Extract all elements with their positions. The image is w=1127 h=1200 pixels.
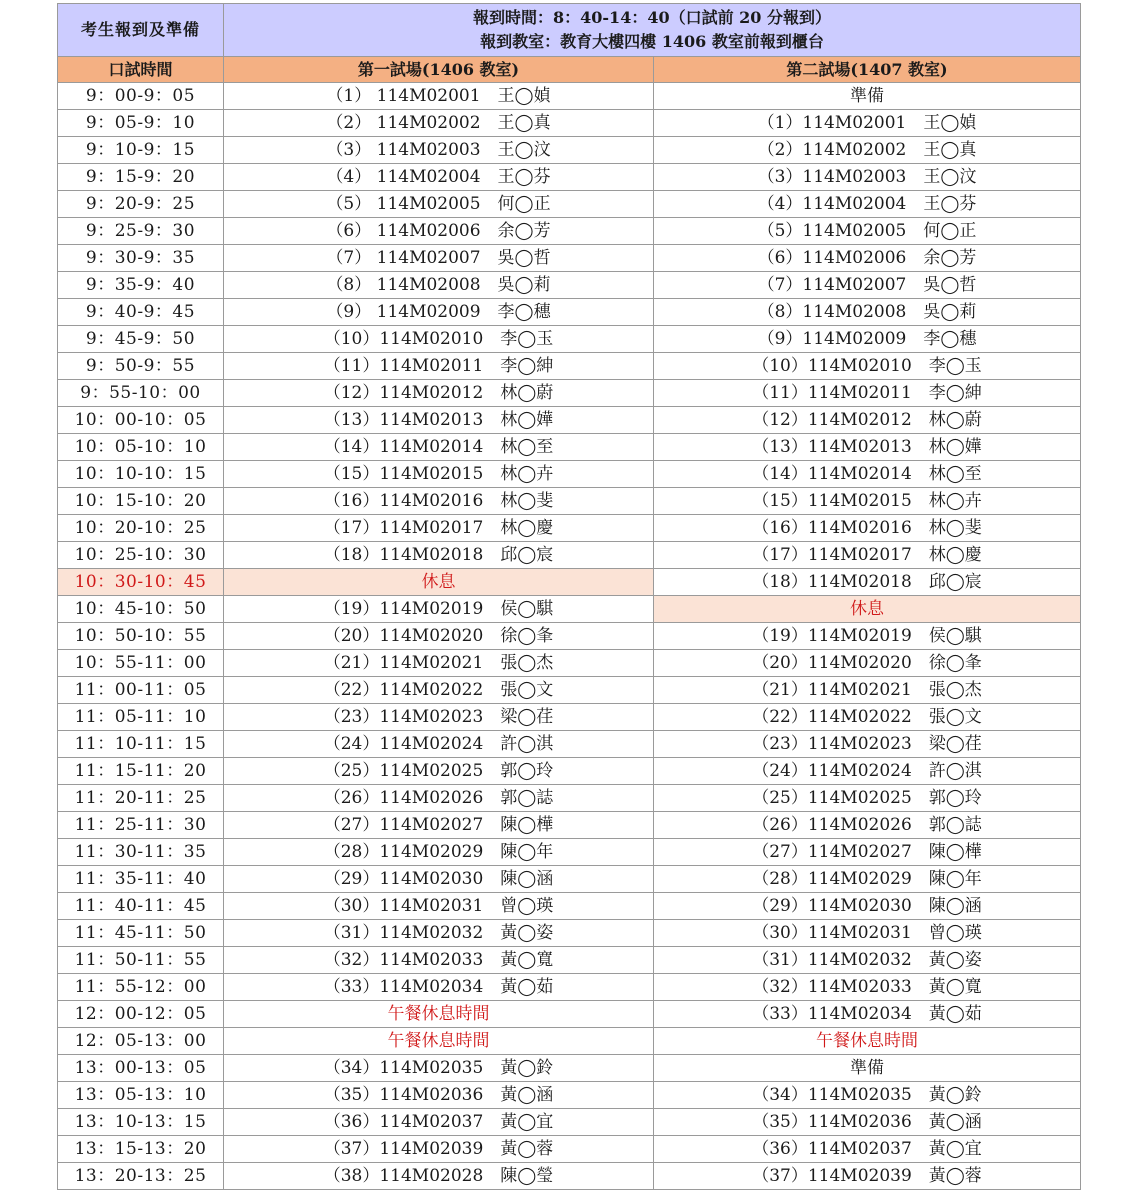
room1-cell: （36）114M02037 黃◯宜 — [224, 1109, 654, 1136]
schedule-row — [58, 866, 1081, 893]
time-cell: 10：55-11：00 — [58, 650, 224, 677]
room2-cell: （28）114M02029 陳◯年 — [654, 866, 1081, 893]
schedule-row — [58, 677, 1081, 704]
schedule-row — [58, 1028, 1081, 1055]
schedule-row — [58, 407, 1081, 434]
room1-cell: （21）114M02021 張◯杰 — [224, 650, 654, 677]
room2-cell: （1）114M02001 王◯媜 — [654, 110, 1081, 137]
room1-cell: （23）114M02023 梁◯荏 — [224, 704, 654, 731]
schedule-row — [58, 1082, 1081, 1109]
time-cell: 13：00-13：05 — [58, 1055, 224, 1082]
room1-cell: （20）114M02020 徐◯夆 — [224, 623, 654, 650]
col-header-time: 口試時間 — [58, 57, 224, 83]
checkin-info — [224, 4, 1081, 57]
room1-cell: （33）114M02034 黃◯茹 — [224, 974, 654, 1001]
room2-cell: （31）114M02032 黃◯姿 — [654, 947, 1081, 974]
schedule-row — [58, 488, 1081, 515]
room1-cell: （25）114M02025 郭◯玲 — [224, 758, 654, 785]
time-cell: 13：15-13：20 — [58, 1136, 224, 1163]
schedule-row — [58, 137, 1081, 164]
room1-cell: （30）114M02031 曾◯瑛 — [224, 893, 654, 920]
room1-cell: （35）114M02036 黃◯涵 — [224, 1082, 654, 1109]
room1-cell: 午餐休息時間 — [224, 1028, 654, 1055]
schedule-row — [58, 461, 1081, 488]
room1-cell: （1） 114M02001 王◯媜 — [224, 83, 654, 110]
schedule-row — [58, 191, 1081, 218]
room1-cell: （24）114M02024 許◯淇 — [224, 731, 654, 758]
room2-cell: （26）114M02026 郭◯誌 — [654, 812, 1081, 839]
room2-cell: （35）114M02036 黃◯涵 — [654, 1109, 1081, 1136]
room2-cell: （21）114M02021 張◯杰 — [654, 677, 1081, 704]
schedule-row — [58, 1136, 1081, 1163]
time-cell: 11：50-11：55 — [58, 947, 224, 974]
time-cell: 11：00-11：05 — [58, 677, 224, 704]
room2-cell: （20）114M02020 徐◯夆 — [654, 650, 1081, 677]
time-cell: 9：15-9：20 — [58, 164, 224, 191]
time-cell: 11：25-11：30 — [58, 812, 224, 839]
room1-cell: （28）114M02029 陳◯年 — [224, 839, 654, 866]
checkin-header-label: 考生報到及準備 — [58, 4, 224, 57]
room2-cell: （36）114M02037 黃◯宜 — [654, 1136, 1081, 1163]
room1-cell: （14）114M02014 林◯至 — [224, 434, 654, 461]
room2-cell: （10）114M02010 李◯玉 — [654, 353, 1081, 380]
time-cell: 13：10-13：15 — [58, 1109, 224, 1136]
time-cell: 10：30-10：45 — [58, 569, 224, 596]
schedule-row — [58, 164, 1081, 191]
time-cell: 10：00-10：05 — [58, 407, 224, 434]
schedule-row — [58, 920, 1081, 947]
room2-cell: （13）114M02013 林◯嬅 — [654, 434, 1081, 461]
schedule-row — [58, 542, 1081, 569]
room1-cell: （8） 114M02008 吳◯莉 — [224, 272, 654, 299]
schedule-row — [58, 218, 1081, 245]
room2-cell: （22）114M02022 張◯文 — [654, 704, 1081, 731]
time-cell: 10：50-10：55 — [58, 623, 224, 650]
room1-cell: （5） 114M02005 何◯正 — [224, 191, 654, 218]
schedule-row — [58, 893, 1081, 920]
time-cell: 12：00-12：05 — [58, 1001, 224, 1028]
schedule-row — [58, 1109, 1081, 1136]
room2-cell: 午餐休息時間 — [654, 1028, 1081, 1055]
time-cell: 11：35-11：40 — [58, 866, 224, 893]
room2-cell: （12）114M02012 林◯蔚 — [654, 407, 1081, 434]
room1-cell: （13）114M02013 林◯嬅 — [224, 407, 654, 434]
room2-cell: （19）114M02019 侯◯騏 — [654, 623, 1081, 650]
room1-cell: （2） 114M02002 王◯真 — [224, 110, 654, 137]
time-cell: 9：25-9：30 — [58, 218, 224, 245]
room2-cell: （17）114M02017 林◯慶 — [654, 542, 1081, 569]
room2-cell: （14）114M02014 林◯至 — [654, 461, 1081, 488]
room2-cell: （32）114M02033 黃◯寬 — [654, 974, 1081, 1001]
room2-cell: （29）114M02030 陳◯涵 — [654, 893, 1081, 920]
room2-cell: （25）114M02025 郭◯玲 — [654, 785, 1081, 812]
col-header-room2: 第二試場(1407 教室) — [654, 57, 1081, 83]
time-cell: 10：25-10：30 — [58, 542, 224, 569]
time-cell: 11：45-11：50 — [58, 920, 224, 947]
room1-cell: （26）114M02026 郭◯誌 — [224, 785, 654, 812]
room2-cell: （33）114M02034 黃◯茹 — [654, 1001, 1081, 1028]
header-row — [58, 4, 1081, 57]
time-cell: 9：10-9：15 — [58, 137, 224, 164]
schedule-row — [58, 623, 1081, 650]
room1-cell: （37）114M02039 黃◯蓉 — [224, 1136, 654, 1163]
schedule-row — [58, 785, 1081, 812]
time-cell: 10：05-10：10 — [58, 434, 224, 461]
schedule-row — [58, 299, 1081, 326]
time-cell: 9：05-9：10 — [58, 110, 224, 137]
schedule-table — [57, 3, 1081, 1190]
time-cell: 9：40-9：45 — [58, 299, 224, 326]
schedule-row — [58, 434, 1081, 461]
time-cell: 10：15-10：20 — [58, 488, 224, 515]
room1-cell: （4） 114M02004 王◯芬 — [224, 164, 654, 191]
schedule-row — [58, 839, 1081, 866]
room1-cell: （29）114M02030 陳◯涵 — [224, 866, 654, 893]
time-cell: 9：00-9：05 — [58, 83, 224, 110]
schedule-row — [58, 110, 1081, 137]
checkin-room: 報到教室：教育大樓四樓 1406 教室前報到櫃台 — [480, 32, 824, 51]
room1-cell: （38）114M02028 陳◯瑩 — [224, 1163, 654, 1190]
room2-cell: （27）114M02027 陳◯樺 — [654, 839, 1081, 866]
schedule-row — [58, 731, 1081, 758]
schedule-row — [58, 326, 1081, 353]
schedule-row — [58, 704, 1081, 731]
time-cell: 9：50-9：55 — [58, 353, 224, 380]
room1-cell: （3） 114M02003 王◯汶 — [224, 137, 654, 164]
time-cell: 9：45-9：50 — [58, 326, 224, 353]
room2-cell: （30）114M02031 曾◯瑛 — [654, 920, 1081, 947]
time-cell: 11：40-11：45 — [58, 893, 224, 920]
room2-cell: （15）114M02015 林◯卉 — [654, 488, 1081, 515]
schedule-row — [58, 380, 1081, 407]
schedule-row — [58, 947, 1081, 974]
room1-cell: （15）114M02015 林◯卉 — [224, 461, 654, 488]
room2-cell: （18）114M02018 邱◯宸 — [654, 569, 1081, 596]
time-cell: 12：05-13：00 — [58, 1028, 224, 1055]
room1-cell: （7） 114M02007 吳◯哲 — [224, 245, 654, 272]
room2-cell: （7）114M02007 吳◯哲 — [654, 272, 1081, 299]
room2-cell: 準備 — [654, 1055, 1081, 1082]
time-cell: 11：15-11：20 — [58, 758, 224, 785]
room1-cell: （6） 114M02006 余◯芳 — [224, 218, 654, 245]
room1-cell: （19）114M02019 侯◯騏 — [224, 596, 654, 623]
room2-cell: （23）114M02023 梁◯荏 — [654, 731, 1081, 758]
schedule-row — [58, 1055, 1081, 1082]
schedule-row — [58, 353, 1081, 380]
schedule-row — [58, 272, 1081, 299]
schedule-row — [58, 650, 1081, 677]
time-cell: 13：05-13：10 — [58, 1082, 224, 1109]
room1-cell: （32）114M02033 黃◯寬 — [224, 947, 654, 974]
room2-cell: （16）114M02016 林◯斐 — [654, 515, 1081, 542]
schedule-row — [58, 1163, 1081, 1190]
time-cell: 11：30-11：35 — [58, 839, 224, 866]
time-cell: 11：20-11：25 — [58, 785, 224, 812]
room1-cell: （16）114M02016 林◯斐 — [224, 488, 654, 515]
col-header-room1: 第一試場(1406 教室) — [224, 57, 654, 83]
room1-cell: 午餐休息時間 — [224, 1001, 654, 1028]
room2-cell: （11）114M02011 李◯紳 — [654, 380, 1081, 407]
schedule-row — [58, 974, 1081, 1001]
room2-cell: （2）114M02002 王◯真 — [654, 137, 1081, 164]
room2-cell: （3）114M02003 王◯汶 — [654, 164, 1081, 191]
schedule-row — [58, 812, 1081, 839]
room1-cell: （27）114M02027 陳◯樺 — [224, 812, 654, 839]
time-cell: 10：45-10：50 — [58, 596, 224, 623]
room1-cell: （34）114M02035 黃◯鈴 — [224, 1055, 654, 1082]
room2-cell: 休息 — [654, 596, 1081, 623]
time-cell: 9：35-9：40 — [58, 272, 224, 299]
schedule-row — [58, 758, 1081, 785]
room2-cell: 準備 — [654, 83, 1081, 110]
schedule-row — [58, 515, 1081, 542]
room2-cell: （5）114M02005 何◯正 — [654, 218, 1081, 245]
time-cell: 10：20-10：25 — [58, 515, 224, 542]
room1-cell: （17）114M02017 林◯慶 — [224, 515, 654, 542]
room1-cell: （9） 114M02009 李◯穗 — [224, 299, 654, 326]
schedule-row — [58, 1001, 1081, 1028]
time-cell: 13：20-13：25 — [58, 1163, 224, 1190]
room1-cell: （10）114M02010 李◯玉 — [224, 326, 654, 353]
time-cell: 9：30-9：35 — [58, 245, 224, 272]
room2-cell: （24）114M02024 許◯淇 — [654, 758, 1081, 785]
room2-cell: （9）114M02009 李◯穗 — [654, 326, 1081, 353]
checkin-time: 報到時間：8：40-14：40（口試前 20 分報到） — [473, 8, 831, 27]
schedule-row — [58, 83, 1081, 110]
time-cell: 11：05-11：10 — [58, 704, 224, 731]
room2-cell: （8）114M02008 吳◯莉 — [654, 299, 1081, 326]
room1-cell: （18）114M02018 邱◯宸 — [224, 542, 654, 569]
time-cell: 9：55-10：00 — [58, 380, 224, 407]
room1-cell: （22）114M02022 張◯文 — [224, 677, 654, 704]
room1-cell: （31）114M02032 黃◯姿 — [224, 920, 654, 947]
room1-cell: （12）114M02012 林◯蔚 — [224, 380, 654, 407]
room2-cell: （37）114M02039 黃◯蓉 — [654, 1163, 1081, 1190]
time-cell: 11：55-12：00 — [58, 974, 224, 1001]
schedule-row — [58, 569, 1081, 596]
schedule-row — [58, 245, 1081, 272]
room2-cell: （4）114M02004 王◯芬 — [654, 191, 1081, 218]
column-header-row — [58, 57, 1081, 83]
time-cell: 9：20-9：25 — [58, 191, 224, 218]
room1-cell: 休息 — [224, 569, 654, 596]
schedule-row — [58, 596, 1081, 623]
time-cell: 10：10-10：15 — [58, 461, 224, 488]
room1-cell: （11）114M02011 李◯紳 — [224, 353, 654, 380]
room2-cell: （6）114M02006 余◯芳 — [654, 245, 1081, 272]
room2-cell: （34）114M02035 黃◯鈴 — [654, 1082, 1081, 1109]
time-cell: 11：10-11：15 — [58, 731, 224, 758]
